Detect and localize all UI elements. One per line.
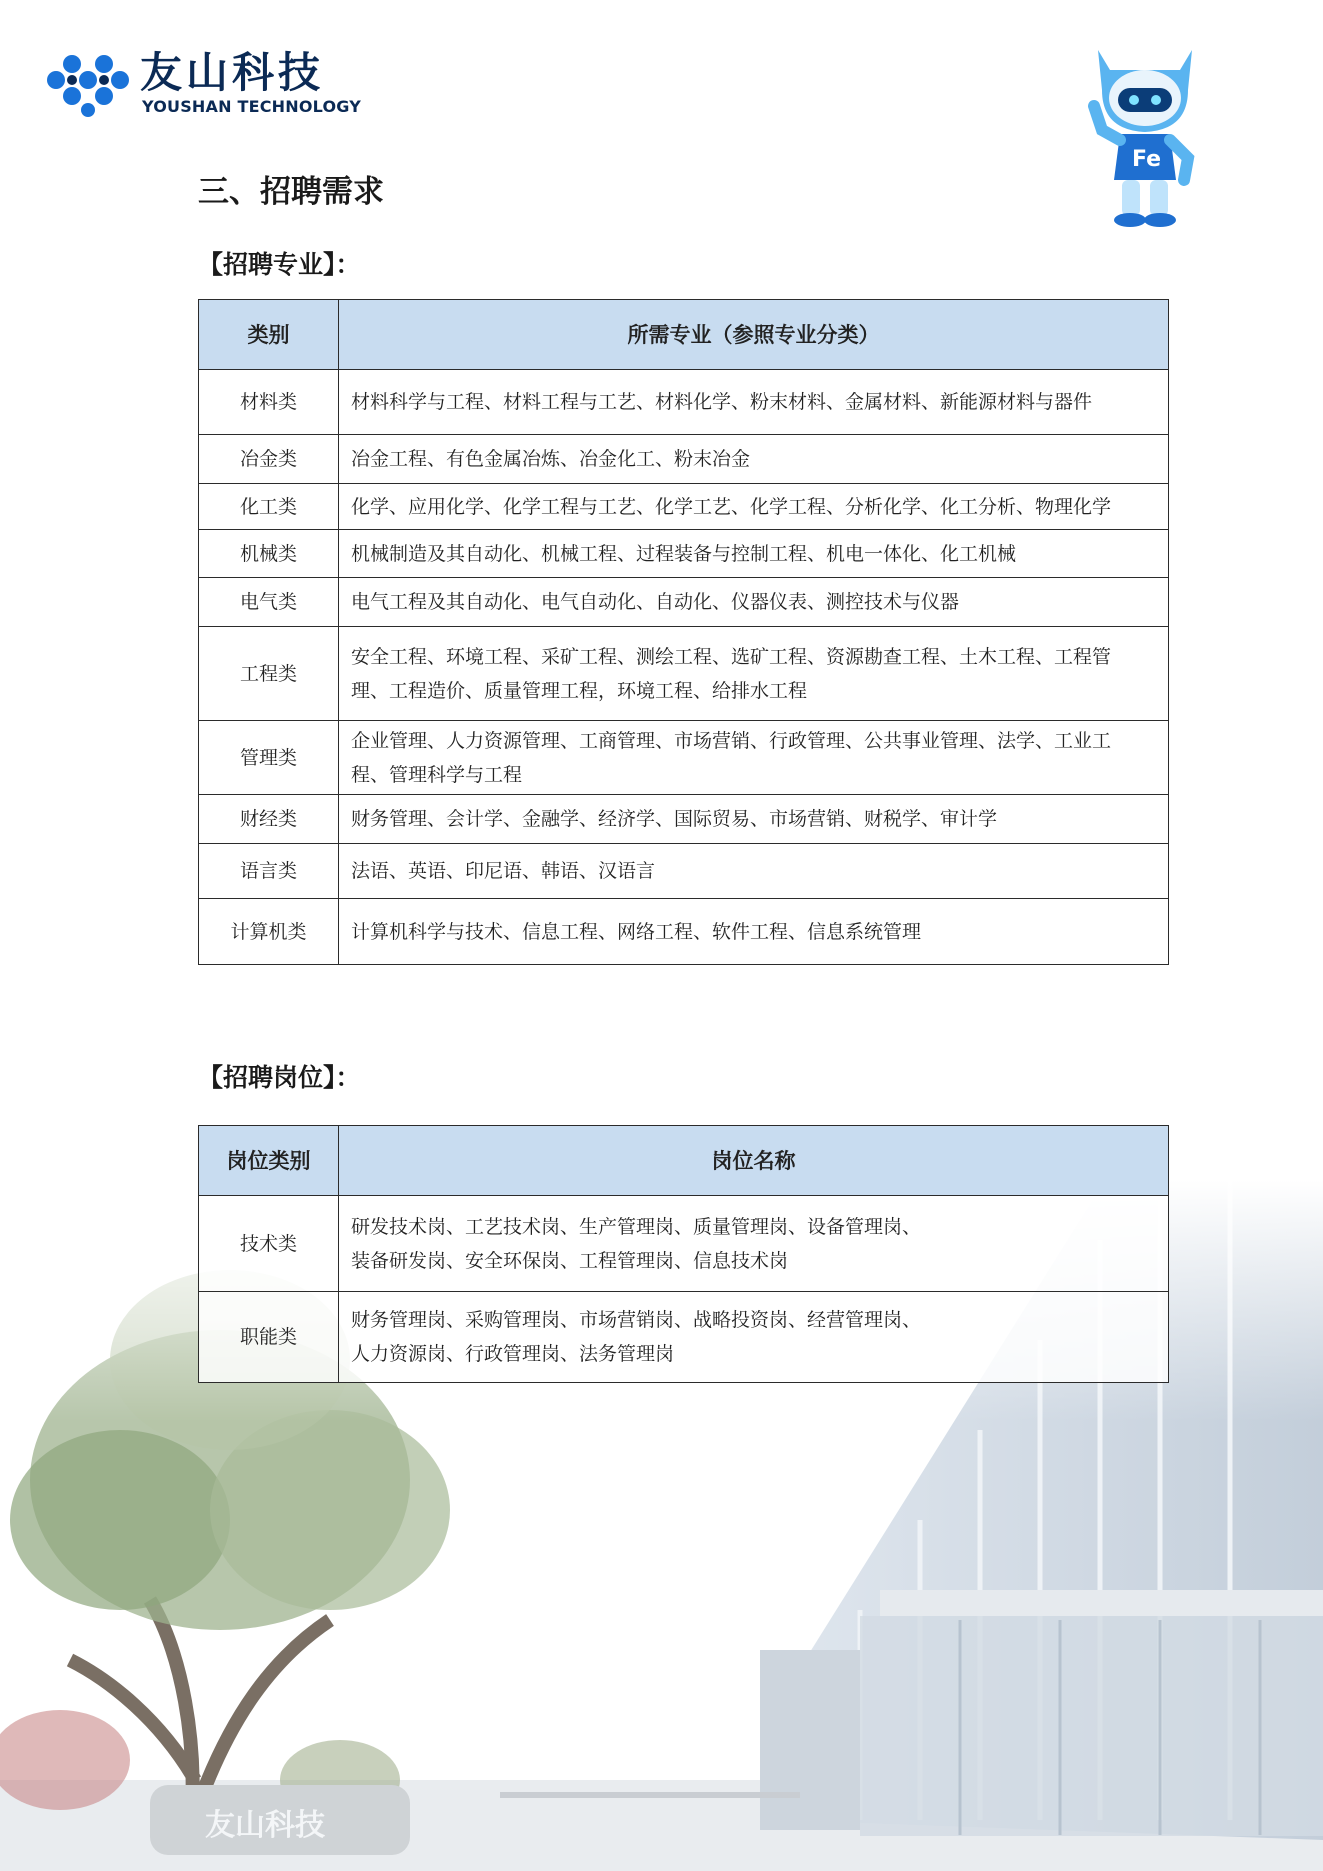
table-row xyxy=(199,795,1169,844)
table-row xyxy=(199,627,1169,721)
table-row xyxy=(199,1196,1169,1292)
category-cell: 化工类 xyxy=(199,484,339,530)
description-cell xyxy=(339,370,1169,435)
table-row xyxy=(199,435,1169,484)
description-line: 企业管理、人力资源管理、工商管理、市场营销、行政管理、公共事业管理、法学、工业工 xyxy=(351,729,1112,752)
page-title: 三、招聘需求 xyxy=(198,174,384,210)
table-row xyxy=(199,844,1169,899)
category-cell: 工程类 xyxy=(199,627,339,721)
robot-mascot-illustration xyxy=(1080,30,1210,230)
description-line: 研发技术岗、工艺技术岗、生产管理岗、质量管理岗、设备管理岗、 xyxy=(351,1215,922,1238)
description-line: 电气工程及其自动化、电气自动化、自动化、仪器仪表、测控技术与仪器 xyxy=(351,591,960,613)
company-logo xyxy=(42,48,362,120)
category-cell: 职能类 xyxy=(199,1292,339,1383)
table-row xyxy=(199,484,1169,530)
description-cell xyxy=(339,844,1169,899)
table-row xyxy=(199,1292,1169,1383)
description-line: 人力资源岗、行政管理岗、法务管理岗 xyxy=(351,1343,675,1365)
table-row xyxy=(199,899,1169,965)
description-cell xyxy=(339,1196,1169,1292)
description-line: 程、管理科学与工程 xyxy=(351,763,523,786)
category-cell: 机械类 xyxy=(199,530,339,578)
description-cell xyxy=(339,1292,1169,1383)
description-line: 财务管理、会计学、金融学、经济学、国际贸易、市场营销、财税学、审计学 xyxy=(351,808,998,830)
table-row xyxy=(199,530,1169,578)
logo-name-cn: 友山科技 xyxy=(140,48,325,97)
majors-header-majors: 所需专业（参照专业分类） xyxy=(339,300,1169,370)
description-line: 财务管理岗、采购管理岗、市场营销岗、战略投资岗、经营管理岗、 xyxy=(351,1309,922,1331)
description-line: 冶金工程、有色金属冶炼、冶金化工、粉末冶金 xyxy=(351,448,751,470)
description-line: 安全工程、环境工程、采矿工程、测绘工程、选矿工程、资源勘查工程、土木工程、工程管 xyxy=(351,645,1112,668)
category-cell: 计算机类 xyxy=(199,899,339,965)
table-row xyxy=(199,578,1169,627)
description-cell xyxy=(339,530,1169,578)
description-cell xyxy=(339,435,1169,484)
category-cell: 材料类 xyxy=(199,370,339,435)
table-row xyxy=(199,370,1169,435)
majors-subtitle: 【招聘专业】： xyxy=(198,250,361,279)
positions-table xyxy=(198,1125,1169,1383)
description-line: 化学、应用化学、化学工程与工艺、化学工艺、化学工程、分析化学、化工分析、物理化学 xyxy=(351,495,1112,518)
category-cell: 管理类 xyxy=(199,721,339,795)
description-cell xyxy=(339,578,1169,627)
positions-header-positions: 岗位名称 xyxy=(339,1126,1169,1196)
description-line: 机械制造及其自动化、机械工程、过程装备与控制工程、机电一体化、化工机械 xyxy=(351,542,1017,565)
logo-mark-icon xyxy=(42,50,132,120)
description-line: 材料科学与工程、材料工程与工艺、材料化学、粉末材料、金属材料、新能源材料与器件 xyxy=(351,391,1093,413)
mascot-chest-label: Fe xyxy=(1132,147,1162,172)
description-line: 计算机科学与技术、信息工程、网络工程、软件工程、信息系统管理 xyxy=(351,920,922,943)
description-cell xyxy=(339,721,1169,795)
description-line: 装备研发岗、安全环保岗、工程管理岗、信息技术岗 xyxy=(351,1249,789,1272)
description-cell xyxy=(339,627,1169,721)
category-cell: 冶金类 xyxy=(199,435,339,484)
majors-table xyxy=(198,299,1169,965)
majors-header-category: 类别 xyxy=(199,300,339,370)
description-cell xyxy=(339,484,1169,530)
logo-name-en: YOUSHAN TECHNOLOGY xyxy=(142,97,362,116)
description-line: 理、工程造价、质量管理工程，环境工程、给排水工程 xyxy=(351,679,808,702)
positions-header-category: 岗位类别 xyxy=(199,1126,339,1196)
category-cell: 电气类 xyxy=(199,578,339,627)
description-cell xyxy=(339,795,1169,844)
table-row xyxy=(199,721,1169,795)
positions-subtitle: 【招聘岗位】： xyxy=(198,1063,361,1092)
category-cell: 语言类 xyxy=(199,844,339,899)
description-cell xyxy=(339,899,1169,965)
category-cell: 技术类 xyxy=(199,1196,339,1292)
category-cell: 财经类 xyxy=(199,795,339,844)
description-line: 法语、英语、印尼语、韩语、汉语言 xyxy=(351,860,656,882)
